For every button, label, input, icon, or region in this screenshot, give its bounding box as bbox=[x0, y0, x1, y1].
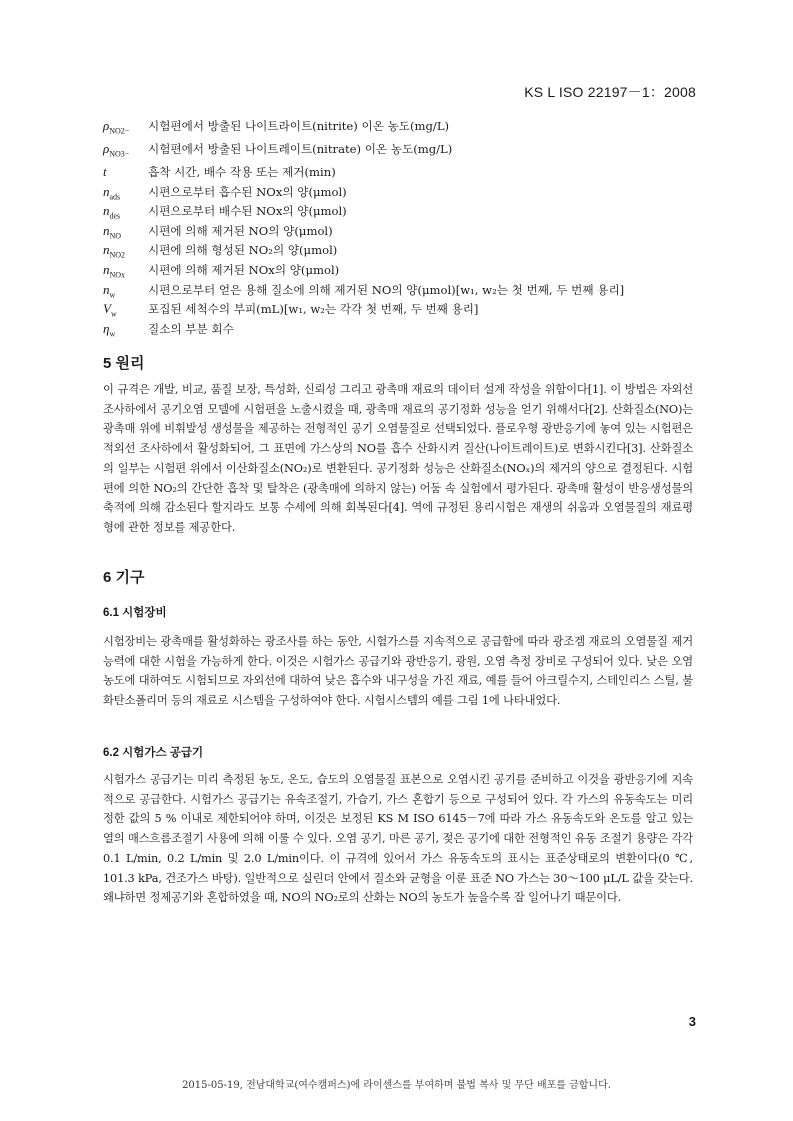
symbol-row bbox=[103, 321, 723, 341]
symbol-term: $n_{NO2}$ bbox=[103, 242, 126, 260]
page-number: 3 bbox=[688, 1014, 696, 1029]
symbol-term: $\eta_w$ bbox=[103, 320, 116, 339]
symbol-row bbox=[103, 282, 723, 302]
symbol-row bbox=[103, 118, 723, 141]
symbol-description: 흡착 시간, 배수 작용 또는 제거(min) bbox=[148, 165, 336, 179]
symbol-description: 질소의 부분 회수 bbox=[148, 321, 234, 336]
symbol-description: 시편에 의해 제거된 NO의 양(μmol) bbox=[148, 223, 333, 238]
symbol-row bbox=[103, 262, 723, 282]
symbol-description: 시편으로부터 흡수된 NOx의 양(μmol) bbox=[148, 184, 347, 199]
symbol-description: 시편으로부터 배수된 NOx의 양(μmol) bbox=[148, 204, 347, 219]
symbol-description: 시험편에서 방출된 나이트라이트(nitrite) 이온 농도(mg/L) bbox=[148, 119, 450, 133]
section-5-heading: 5 원리 bbox=[103, 355, 145, 372]
symbol-row bbox=[103, 223, 723, 243]
symbol-term: $\rho_{NO3-}$ bbox=[103, 141, 130, 159]
symbol-row bbox=[103, 301, 723, 321]
symbol-term: $n_{des}$ bbox=[103, 203, 121, 221]
section-6-heading: 6 기구 bbox=[103, 569, 145, 586]
standard-code-header: KS L ISO 22197－1：2008 bbox=[524, 84, 696, 100]
symbol-term: $n_{NOx}$ bbox=[103, 261, 126, 280]
section-6-2-body: 시험가스 공급기는 미리 측정된 농도, 온도, 습도의 오염물질 표본으로 오염시킨 공기를 준비하고 이것을 광반응기에 지속적으로 공급한다. 시험가스 공급기는 유속조절기, 가습기, 가스 혼합기 등으로 구성되어 있다. 각 가스의 유동속도는 미리 정한 값의 5 % 이내로 제한되어야 하며, 이것은 보정된 KS M ISO 6145－7에 따라 가스 유동속도와 온도를 알고 있는 열의 매스흐름조절기 사용에 의해 이룰 수 있다. 오염 공기, 마른 공기, 젖은 공기에 대한 전형적인 유동 조절기 용량은 각각 0.1 L/min, 0.2 L/min 및 2.0 L/min이다. 이 규격에 있어서 가스 유동속도의 표시는 표준상태로의 변환이다(0 ℃, 101.3 kPa, 건조가스 바탕). 일반적으로 실린더 안에서 질소와 균형을 이룬 표준 NO 가스는 30～100 μL/L 값을 갖는다. 왜냐하면 정제공기와 혼합하였을 때, NO의 NO₂로의 산화는 NO의 농도가 높을수록 잘 일어나기 때문이다. bbox=[103, 773, 693, 905]
symbol-term: $n_w$ bbox=[103, 281, 116, 300]
symbol-row bbox=[103, 141, 723, 164]
section-6-2-heading: 6.2 시험가스 공급기 bbox=[103, 747, 204, 759]
symbol-term: $\rho_{NO2-}$ bbox=[103, 118, 130, 136]
symbol-description: 시편으로부터 얻은 용해 질소에 의해 제거된 NO의 양(μmol)[w₁, w₂는 첫 번째, 두 번째 용리] bbox=[148, 282, 625, 297]
license-footer: 2015-05-19, 전남대학교(여수캠퍼스)에 라이센스를 부여하며 불법 복사 및 무단 배포를 금합니다. bbox=[182, 1080, 611, 1091]
symbol-row bbox=[103, 184, 723, 204]
section-6-1-heading: 6.1 시험장비 bbox=[103, 607, 167, 619]
symbol-description: 시험편에서 방출된 나이트레이트(nitrate) 이온 농도(mg/L) bbox=[148, 142, 453, 156]
symbol-term: $n_{ads}$ bbox=[103, 183, 121, 202]
symbol-description: 포집된 세척수의 부피(mL)[w₁, w₂는 각각 첫 번째, 두 번째 용리] bbox=[148, 302, 479, 317]
symbol-term: $n_{NO}$ bbox=[103, 222, 122, 241]
symbol-description: 시편에 의해 형성된 NO₂의 양(μmol) bbox=[148, 243, 338, 258]
symbol-row bbox=[103, 242, 723, 262]
section-5-body: 이 규격은 개발, 비교, 품질 보장, 특성화, 신뢰성 그리고 광촉매 재료의 데이터 설계 작성을 위함이다[1]. 이 방법은 자외선 조사하에서 공기오염 모델에 시험편을 노출시켰을 때, 광촉매 재료의 공기정화 성능을 얻기 위해서다[2]. 산화질소(NO)는 광촉매 위에 비휘발성 생성물을 제공하는 전형적인 공기 오염물질로 선택되었다. 플로우형 광반응기에 놓여 있는 시험편은 적외선 조사하에서 활성화되어, 그 표면에 가스상의 NO를 흡수 산화시켜 질산(나이트레이트)로 변화시킨다[3]. 산화질소의 일부는 시험편 위에서 이산화질소(NO₂)로 변환된다. 공기정화 성능은 산화질소(NOₓ)의 제거의 양으로 결정된다. 시험편에 의한 NO₂의 간단한 흡착 및 탈착은 (광촉매에 의하지 않는) 어둠 속 실험에서 평가된다. 광촉매 활성이 반응생성물의 축적에 의해 감소된다 할지라도 보통 수세에 의해 회복된다[4]. 역에 규정된 용리시험은 재생의 쉬움과 오염물질의 재료평형에 관한 정보를 제공한다. bbox=[103, 383, 693, 534]
symbol-list bbox=[103, 118, 723, 340]
symbol-term: t bbox=[103, 164, 107, 179]
symbol-row bbox=[103, 164, 723, 184]
section-6-1-body: 시험장비는 광촉매를 활성화하는 광조사를 하는 동안, 시험가스를 지속적으로 공급함에 따라 광조겜 재료의 오염물질 제거 능력에 대한 시험을 가능하게 한다. 이것은 시험가스 공급기와 광반응기, 광원, 오염 측정 장비로 구성되어 있다. 낮은 오염 농도에 대하여도 시험되므로 자외선에 대하여 낮은 흡수와 내구성을 가진 재료, 예를 들어 아크릴수지, 스테인리스 스틸, 불화탄소폴리머 등의 재료로 시스템을 구성하여야 한다. 시험시스템의 예를 그림 1에 나타내었다. bbox=[103, 635, 693, 708]
symbol-term: $V_w$ bbox=[103, 301, 117, 319]
symbol-row bbox=[103, 203, 723, 223]
symbol-description: 시편에 의해 제거된 NOx의 양(μmol) bbox=[148, 262, 340, 277]
